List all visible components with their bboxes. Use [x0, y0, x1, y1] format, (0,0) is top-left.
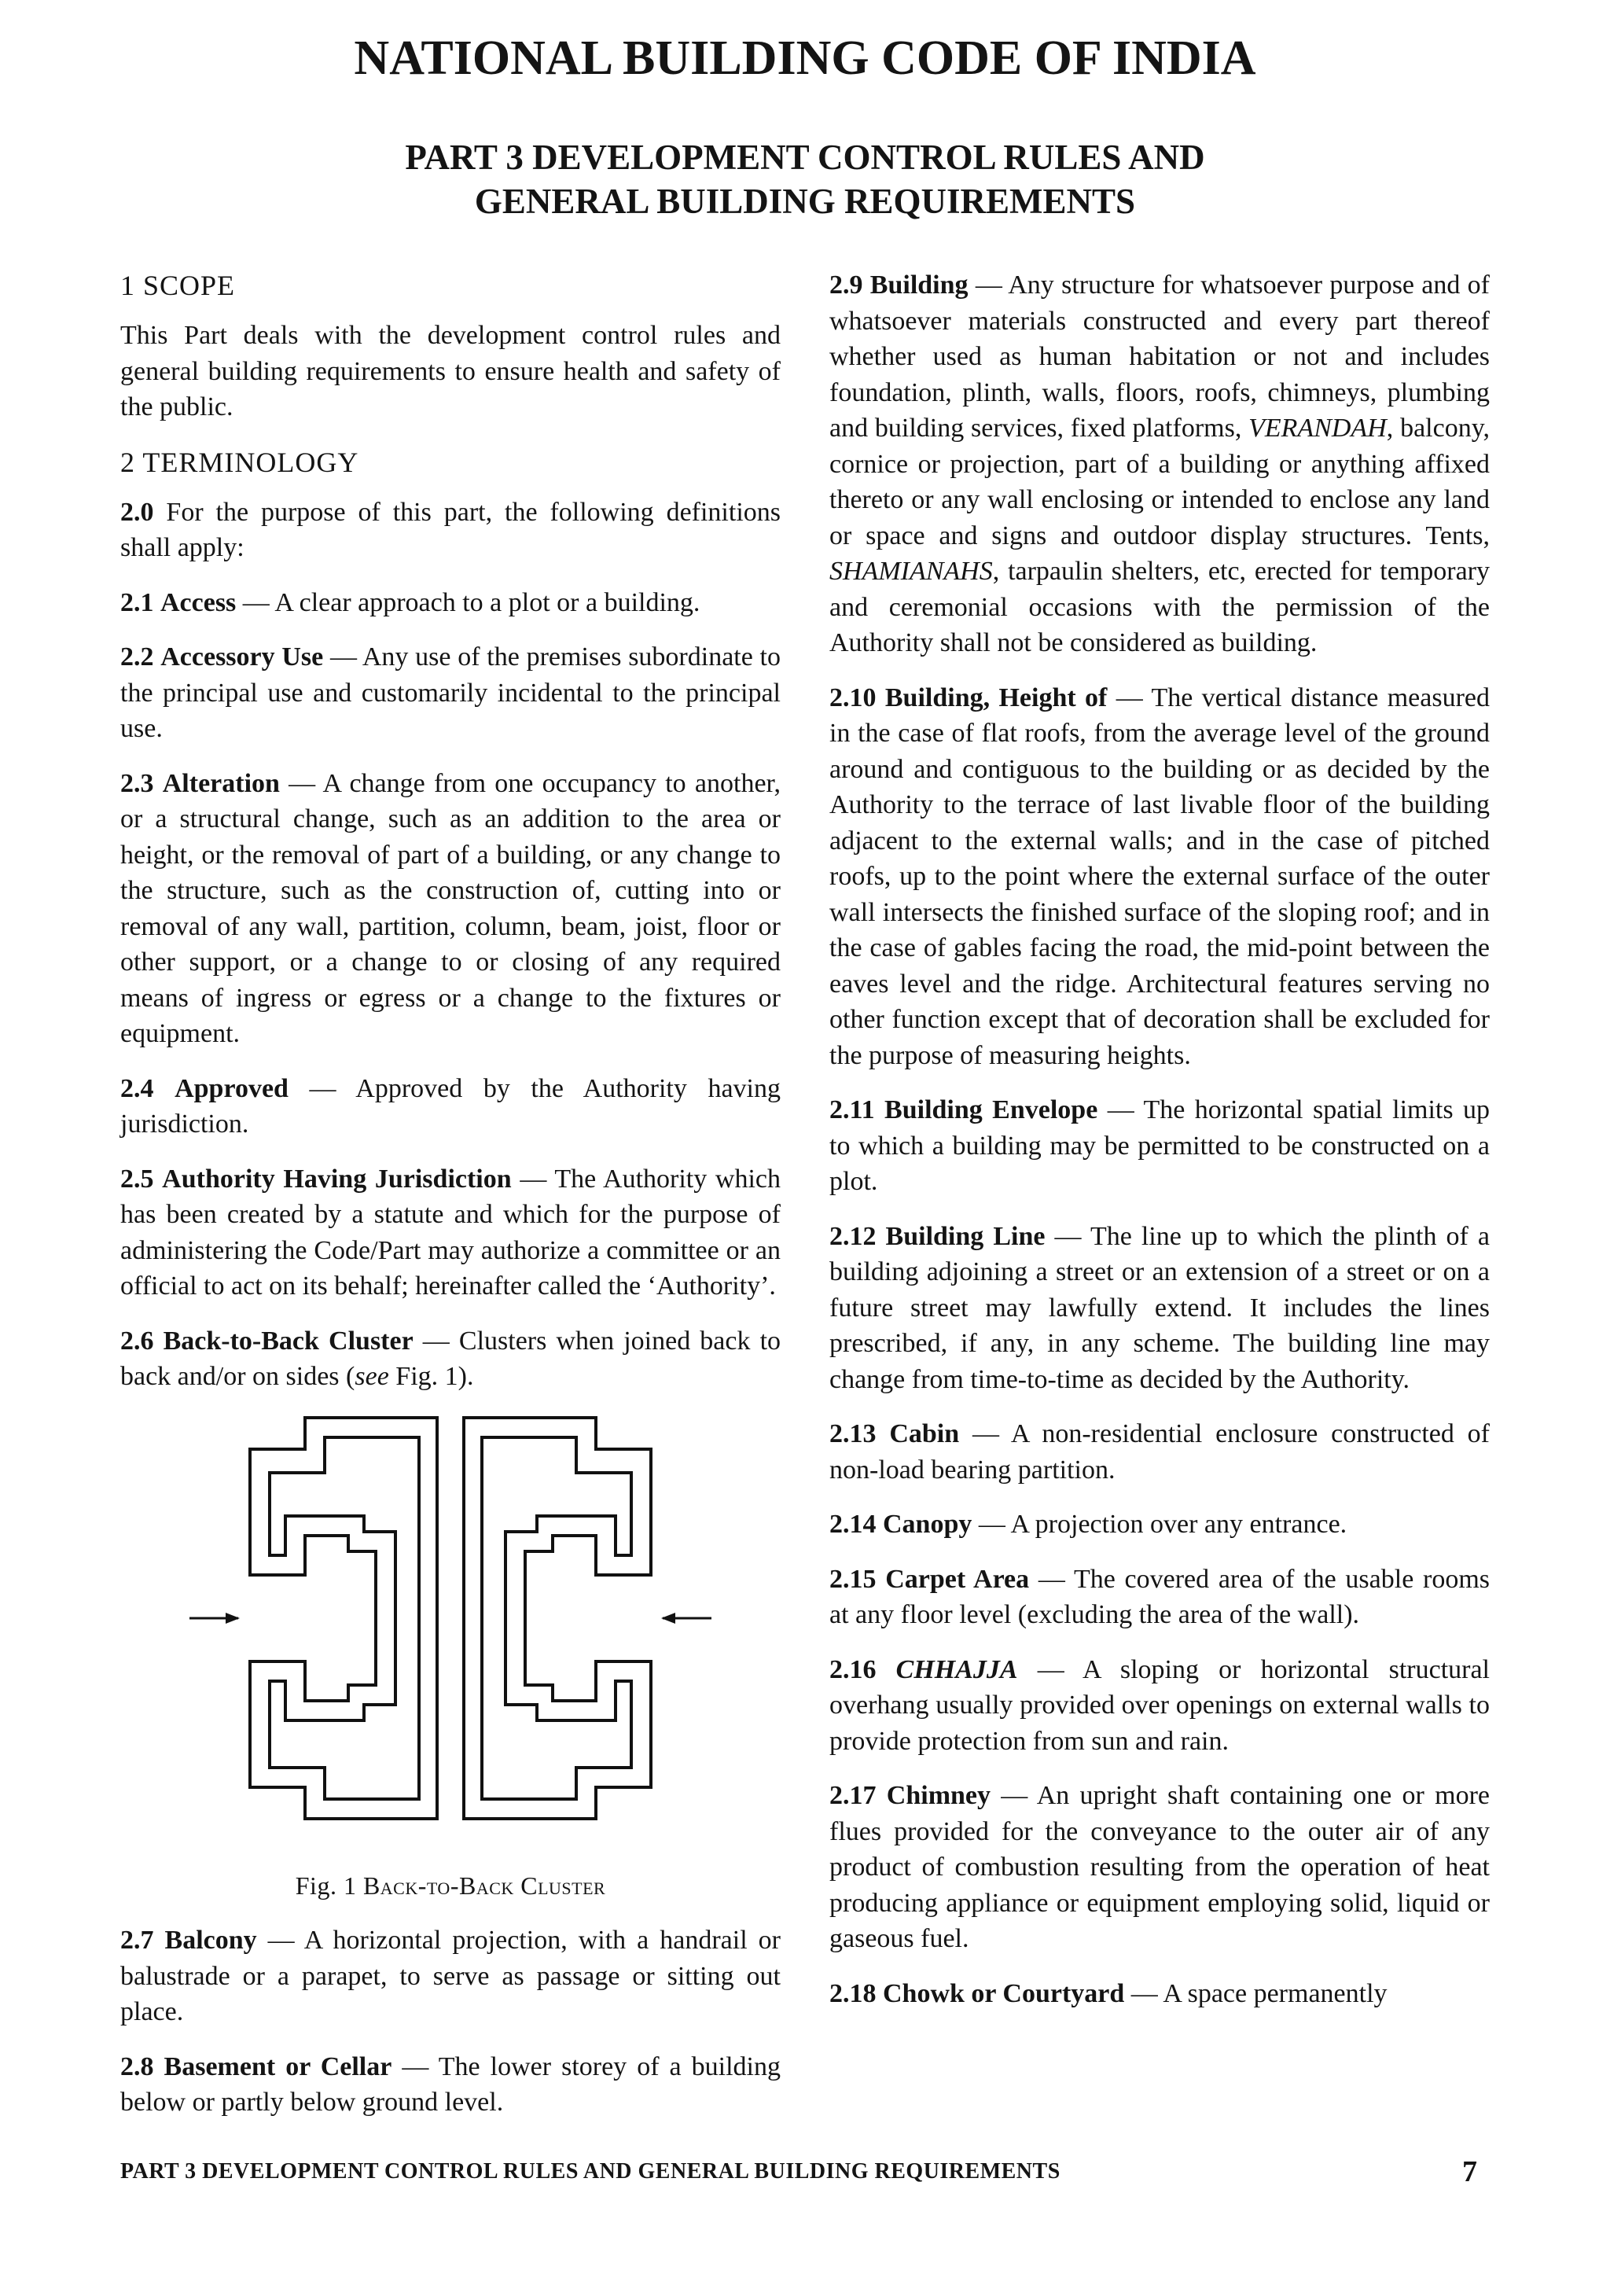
- definition-term: Chimney: [886, 1781, 991, 1810]
- see-reference: see: [355, 1362, 389, 1391]
- dash: —: [1124, 1978, 1163, 2008]
- definition-term: Back-to-Back Cluster: [163, 1326, 414, 1356]
- dash: —: [991, 1781, 1037, 1810]
- definition-2-4: [120, 1071, 781, 1142]
- definition-term: Access: [160, 587, 237, 617]
- dash: —: [236, 587, 275, 617]
- definition-term: Carpet Area: [885, 1564, 1030, 1594]
- definition-text: A change from one occupancy to another, or a structural change, such as an addition to the area or height, or the removal of part of a building, or any change to the structure, such as the construction of, cutting into or removal of any wall, partition, column, beam, joist, floor or other support, or a change to or closing of any required means of ingress or egress or a change to the fixtures or equipment.: [120, 768, 781, 1048]
- definition-text: The lower storey of a building below or partly below ground level.: [120, 2051, 781, 2117]
- clause-number: 2.4: [120, 1073, 154, 1103]
- definition-text: A projection over any entrance.: [1010, 1510, 1347, 1539]
- definition-2-7: [120, 1923, 781, 2030]
- definition-term: Chowk or Courtyard: [883, 1978, 1125, 2008]
- section-heading-scope: 1 SCOPE: [120, 270, 236, 301]
- definition-2-12: [829, 1219, 1490, 1398]
- dash: —: [1029, 1564, 1074, 1594]
- definition-2-5: [120, 1161, 781, 1304]
- definition-term: CHHAJJA: [895, 1654, 1018, 1684]
- right-column: [829, 267, 1490, 2030]
- left-cluster-outline: [250, 1418, 437, 1819]
- definition-term: Building Envelope: [884, 1095, 1098, 1124]
- definition-text: Any structure for whatsoever purpose and of whatsoever materials constructed and every part thereof whether used as human habitation or not and includes foundation, plinth, walls, floors, roofs, chimneys, plumbing and building services, fixed platforms,: [829, 270, 1491, 443]
- right-cluster-outline: [464, 1418, 651, 1819]
- definition-term: Approved: [175, 1073, 289, 1103]
- section-heading-terminology: 2 TERMINOLOGY: [120, 446, 359, 478]
- clause-number: 2.10: [829, 683, 877, 712]
- definition-text-end: Fig. 1).: [388, 1362, 474, 1391]
- definition-term: Authority Having Jurisdiction: [162, 1164, 512, 1194]
- clause-number: 2.2: [120, 642, 154, 672]
- clause-number: 2.13: [829, 1419, 877, 1448]
- figure-title: Back-to-Back Cluster: [362, 1871, 606, 1900]
- document-title: NATIONAL BUILDING CODE OF INDIA: [354, 31, 1256, 85]
- definition-text: An upright shaft containing one or more flues provided for the conveyance to the outer air of any product of combustion resulting from the operation of heat producing appliance or equipment employing solid, liquid or gaseous fuel.: [829, 1781, 1491, 1953]
- clause-number: 2.7: [120, 1926, 154, 1955]
- clause-number: 2.6: [120, 1326, 154, 1356]
- part-title-line-2: GENERAL BUILDING REQUIREMENTS: [474, 182, 1136, 221]
- right-cluster-inner: [482, 1437, 631, 1799]
- running-footer: PART 3 DEVELOPMENT CONTROL RULES AND GENERAL BUILDING REQUIREMENTS: [120, 2159, 1060, 2184]
- definition-term: Building Line: [885, 1221, 1046, 1251]
- definition-2-3: [120, 766, 781, 1052]
- definition-text: Clusters when joined back to back and/or on sides (: [120, 1326, 781, 1391]
- part-title-line-1: PART 3 DEVELOPMENT CONTROL RULES AND: [405, 138, 1205, 177]
- clause-number: 2.15: [829, 1564, 877, 1594]
- definition-2-18: [829, 1976, 1490, 2012]
- definition-term: Canopy: [883, 1510, 972, 1539]
- definition-text: Approved by the Authority having jurisdiction.: [120, 1073, 781, 1139]
- definition-text-end: , tarpaulin shelters, etc, erected for temporary and ceremonial occasions with the permission of the Authority shall not be considered as building.: [829, 557, 1490, 657]
- right-arrow-icon: [661, 1613, 711, 1624]
- part-title: [0, 135, 1610, 223]
- definition-text: Any use of the premises subordinate to the principal use and customarily incidental to the principal use.: [120, 642, 781, 743]
- definition-text: A clear approach to a plot or a building.: [274, 587, 700, 617]
- clause-number: 2.11: [829, 1095, 875, 1124]
- definition-2-13: [829, 1416, 1490, 1488]
- clause-number: 2.17: [829, 1781, 877, 1810]
- dash: —: [968, 270, 1009, 300]
- definition-text: The vertical distance measured in the case of flat roofs, from the average level of the ground around and contiguous to the building or as decided by the Authority to the terrace of last livable floor of the building adjacent to the external walls; and in the case of pitched roofs, up to the point where the external surface of the outer wall intersects the finished surface of the sloping roof; and in the case of gables facing the road, the mid-point between the eaves level and the ridge. Architectural features serving no other function except that of decoration shall be excluded for the purpose of measuring heights.: [829, 683, 1491, 1070]
- definition-term: Balcony: [164, 1926, 257, 1955]
- definition-term: Building: [869, 270, 969, 300]
- cluster-diagram: [120, 1414, 781, 1862]
- definition-2-17: [829, 1778, 1490, 1957]
- dash: —: [1045, 1221, 1090, 1251]
- definition-text: The line up to which the plinth of a building adjoining a street or an extension of a street or on a future street may lawfully extend. It includes the lines prescribed, if any, in any scheme. The building line may change from time-to-time as decided by the Authority.: [829, 1221, 1490, 1394]
- clause-number: 2.9: [829, 270, 863, 300]
- definition-2-0: [120, 495, 781, 566]
- dash: —: [413, 1326, 459, 1356]
- definition-term: Accessory Use: [160, 642, 324, 672]
- definition-2-6: [120, 1323, 781, 1395]
- clause-number: 2.1: [120, 587, 154, 617]
- dash: —: [972, 1510, 1011, 1539]
- dash: —: [959, 1419, 1011, 1448]
- left-cluster-inner: [270, 1437, 419, 1799]
- clause-number: 2.8: [120, 2051, 154, 2081]
- definition-text: A space permanently: [1163, 1978, 1388, 2008]
- figure-back-to-back-cluster: [120, 1414, 781, 1862]
- definition-2-16: [829, 1652, 1490, 1760]
- definition-2-11: [829, 1092, 1490, 1200]
- clause-number: 2.3: [120, 768, 154, 798]
- definition-2-10: [829, 680, 1490, 1074]
- dash: —: [391, 2051, 439, 2081]
- definition-text: The covered area of the usable rooms at any floor level (excluding the area of the wall).: [829, 1564, 1491, 1629]
- italic-term-shamianahs: SHAMIANAHS: [829, 557, 993, 586]
- definition-text: A sloping or horizontal structural overhang usually provided over openings on external walls to provide protection from sun and rain.: [829, 1654, 1491, 1756]
- dash: —: [511, 1164, 555, 1194]
- definition-text: The horizontal spatial limits up to which a building may be permitted to be constructed on a plot.: [829, 1095, 1491, 1196]
- dash: —: [279, 768, 323, 798]
- definition-term: Cabin: [889, 1419, 960, 1448]
- definition-text: For the purpose of this part, the following definitions shall apply:: [120, 497, 781, 562]
- dash: —: [1017, 1654, 1083, 1684]
- dash: —: [1107, 683, 1152, 712]
- clause-number: 2.0: [120, 497, 154, 527]
- clause-number: 2.16: [829, 1654, 877, 1684]
- definition-text-mid: , balcony, cornice or projection, part of a building or anything affixed thereto or any wall enclosing or intended to enclose any land or space and signs and outdoor display structures. Tents,: [829, 414, 1490, 550]
- clause-number: 2.14: [829, 1510, 877, 1539]
- italic-term-verandah: VERANDAH: [1248, 414, 1387, 443]
- dash: —: [323, 642, 362, 672]
- definition-2-15: [829, 1562, 1490, 1633]
- page-number: 7: [1462, 2155, 1477, 2188]
- definition-term: Alteration: [162, 768, 280, 798]
- dash: —: [256, 1926, 304, 1955]
- definition-2-9: [829, 267, 1490, 661]
- definition-text: The Authority which has been created by a statute and which for the purpose of administering the Code/Part may authorize a committee or an official to act on its behalf; hereinafter called the ‘Authority’.: [120, 1164, 781, 1301]
- left-column: [120, 267, 781, 2140]
- dash: —: [1097, 1095, 1144, 1124]
- left-arrow-icon: [189, 1613, 240, 1624]
- scope-paragraph: This Part deals with the development control rules and general building requirements to ensure health and safety of the public.: [120, 321, 781, 421]
- clause-number: 2.18: [829, 1978, 877, 2008]
- definition-text: A horizontal projection, with a handrail or balustrade or a parapet, to serve as passage or sitting out place.: [120, 1926, 781, 2026]
- definition-2-1: [120, 585, 781, 621]
- definition-text: A non-residential enclosure constructed of non-load bearing partition.: [829, 1419, 1491, 1485]
- clause-number: 2.12: [829, 1221, 877, 1251]
- definition-2-14: [829, 1507, 1490, 1543]
- clause-number: 2.5: [120, 1164, 154, 1194]
- definition-term: Basement or Cellar: [164, 2051, 392, 2081]
- figure-caption: [120, 1868, 781, 1904]
- definition-2-8: [120, 2049, 781, 2121]
- definition-2-2: [120, 639, 781, 747]
- dash: —: [288, 1073, 356, 1103]
- figure-label: Fig. 1: [295, 1871, 357, 1900]
- definition-term: Building, Height of: [884, 683, 1108, 712]
